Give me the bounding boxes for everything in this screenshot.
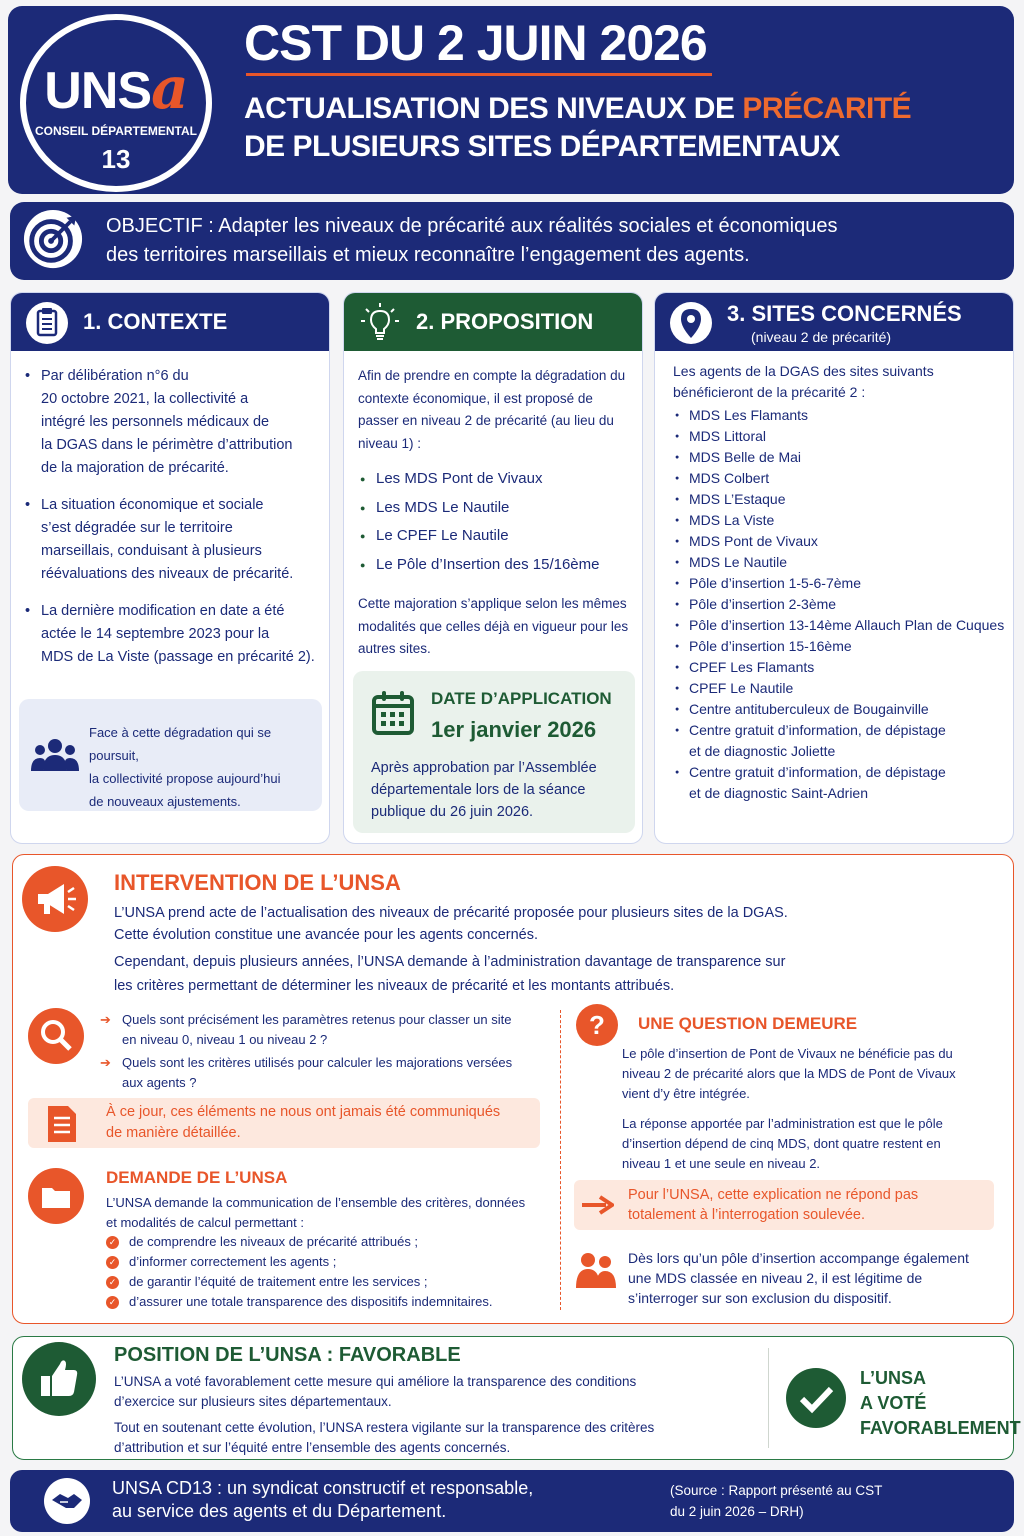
- text-line: FAVORABLEMENT: [860, 1418, 1021, 1438]
- objective-text: OBJECTIF : Adapter les niveaux de précarité aux réalités sociales et économiques des territoires marseillais et mieux reconnaître l’engagement des agents.: [106, 215, 838, 266]
- check-icon: ✓: [106, 1256, 119, 1269]
- text-line: Les agents de la DGAS des sites suivants: [673, 363, 934, 379]
- text-line: Dès lors qu’un pôle d’insertion accompange également: [628, 1250, 969, 1266]
- list-item: ● MDS Les Flamants: [655, 405, 1013, 426]
- checkmark-icon: [786, 1368, 846, 1428]
- arrow-icon: ➔: [100, 1055, 111, 1070]
- list-item: ✓ de garantir l’équité de traitement entre les services ;: [106, 1272, 546, 1292]
- proposition-card: [343, 292, 643, 844]
- svg-text:?: ?: [589, 1010, 605, 1040]
- question-p1: [622, 1044, 1002, 1104]
- list-item: ● MDS Pont de Vivaux: [655, 531, 1013, 552]
- question-p3: [628, 1248, 998, 1308]
- intervention-p2: [114, 950, 994, 998]
- document-icon: [44, 1104, 80, 1144]
- proposition-header: [344, 293, 642, 351]
- target-icon: [22, 208, 84, 270]
- demand-intro: [106, 1193, 546, 1233]
- text-line: bénéficieront de la précarité 2 :: [673, 384, 866, 400]
- text-line: passer en niveau 2 de précarité (au lieu du: [358, 413, 614, 428]
- location-pin-icon: [669, 301, 713, 345]
- highlight-precarite: PRÉCARITÉ: [742, 92, 912, 125]
- list-item: ● Pôle d’insertion 2-3ème: [655, 594, 1013, 615]
- list-item: ● Pôle d’insertion 15-16ème: [655, 636, 1013, 657]
- lightbulb-icon: [358, 301, 402, 345]
- list-item: ● Le CPEF Le Nautile: [344, 522, 642, 551]
- list-item: ● Le Pôle d’Insertion des 15/16ème: [344, 551, 642, 580]
- page-title: CST DU 2 JUIN 2026: [244, 15, 707, 71]
- text-line: vient d’y être intégrée.: [622, 1086, 750, 1101]
- list-item: ● MDS L’Estaque: [655, 489, 1013, 510]
- page-subtitle: ACTUALISATION DES NIVEAUX DE PRÉCARITÉ DE PLUSIEURS SITES DÉPARTEMENTAUX: [244, 92, 912, 163]
- list-item: ● MDS La Viste: [655, 510, 1013, 531]
- text-line: les critères permettant de déterminer les niveaux de précarité et les montants attribués.: [114, 978, 675, 994]
- text-line: Le pôle d’insertion de Pont de Vivaux ne bénéficie pas du: [622, 1046, 953, 1061]
- text-line: L’UNSA prend acte de l’actualisation des niveaux de précarité proposée pour plusieurs sites de la DGAS.: [114, 905, 788, 921]
- position-heading: POSITION DE L’UNSA : FAVORABLE: [114, 1344, 461, 1366]
- footer-source: [670, 1480, 882, 1522]
- text-line: Face à cette dégradation qui se poursuit,: [89, 725, 272, 763]
- text-line: Cependant, depuis plusieurs années, l’UNSA demande à l’administration davantage de transparence sur: [114, 954, 786, 970]
- contexte-card: [10, 292, 330, 844]
- text-line: À ce jour, ces éléments ne nous ont jamais été communiqués: [106, 1104, 501, 1120]
- sites-header: [655, 293, 1013, 351]
- calendar-icon: [371, 689, 415, 737]
- check-icon: ✓: [106, 1236, 119, 1249]
- sites-list: [655, 405, 1013, 804]
- contexte-callout: [19, 699, 322, 811]
- text-line: La réponse apportée par l’administration est que le pôle: [622, 1116, 943, 1131]
- list-item: ● Pôle d’insertion 1-5-6-7ème: [655, 573, 1013, 594]
- check-icon: ✓: [106, 1276, 119, 1289]
- contexte-list: [11, 351, 329, 669]
- text-line: la collectivité propose aujourd’hui: [89, 771, 281, 786]
- text-line: Après approbation par l’Assemblée: [371, 760, 597, 776]
- list-item: ➔ Quels sont les critères utilisés pour calculer les majorations versées aux agents ?: [100, 1055, 513, 1090]
- questions-list: [100, 1010, 540, 1096]
- thumbs-up-icon: [22, 1342, 96, 1416]
- column-divider: [560, 1010, 561, 1310]
- text-line: au service des agents et du Département.: [112, 1501, 447, 1521]
- list-item: ● CPEF Le Nautile: [655, 678, 1013, 699]
- sites-heading: 3. SITES CONCERNÉS: [727, 301, 962, 326]
- proposition-list: [344, 465, 642, 579]
- text-line: modalités que celles déjà en vigueur pour les: [358, 618, 629, 634]
- logo-brand: UNS: [44, 62, 152, 120]
- magnifier-icon: [28, 1008, 84, 1064]
- list-item: ● Centre antituberculeux de Bougainville: [655, 699, 1013, 720]
- arrow-right-icon: [580, 1194, 614, 1216]
- text-line: d’insertion dépend de cinq MDS, dont quatre restent en: [622, 1136, 941, 1151]
- text-line: du 2 juin 2026 – DRH): [670, 1504, 804, 1519]
- text-line: Pour l’UNSA, cette explication ne répond pas: [628, 1187, 919, 1203]
- logo-brand-accent: a: [151, 54, 188, 122]
- list-item: • La dernière modification en date a été actée le 14 septembre 2023 pour la MDS de La Viste (passage en précarité 2).: [11, 600, 329, 669]
- group-icon: [574, 1250, 618, 1290]
- list-item: ➔ Quels sont précisément les paramètres retenus pour classer un site en niveau 0, niveau 1 ou niveau 2 ?: [100, 1012, 512, 1047]
- text-line: une MDS classée en niveau 2, il est légitime de: [628, 1270, 923, 1286]
- proposition-intro: [344, 351, 642, 455]
- list-item: ✓ de comprendre les niveaux de précarité attribués ;: [106, 1232, 546, 1252]
- folder-icon: [28, 1168, 84, 1224]
- people-icon: [31, 735, 79, 775]
- list-item: ● MDS Le Nautile: [655, 552, 1013, 573]
- intervention-heading: INTERVENTION DE L’UNSA: [114, 870, 401, 895]
- warning-text: [106, 1102, 500, 1144]
- text-line: Cette majoration s’applique selon les mêmes: [358, 596, 627, 611]
- text-line: contexte économique, il est proposé de: [358, 390, 593, 406]
- sites-subheading: (niveau 2 de précarité): [751, 329, 892, 345]
- text-line: d’attribution et sur l’équité entre l’ensemble des agents concernés.: [114, 1440, 511, 1455]
- sites-card: [654, 292, 1014, 844]
- text-line: A VOTÉ: [860, 1393, 927, 1413]
- question-p2: [622, 1114, 1002, 1174]
- intervention-p1: [114, 902, 994, 946]
- date-value: 1er janvier 2026: [431, 717, 597, 742]
- text-line: d’exercice sur plusieurs sites départementaux.: [114, 1394, 392, 1409]
- text-line: s’interroger sur son exclusion du dispositif.: [628, 1290, 892, 1306]
- list-item: ✓ d’assurer une totale transparence des dispositifs indemnitaires.: [106, 1292, 546, 1312]
- text-line: (Source : Rapport présenté au CST: [670, 1483, 883, 1498]
- text-line: UNSA CD13 : un syndicat constructif et responsable,: [112, 1478, 534, 1498]
- text-line: L’UNSA demande la communication de l’ensemble des critères, données: [106, 1195, 526, 1210]
- proposition-heading: 2. PROPOSITION: [416, 309, 594, 334]
- vote-badge: [860, 1366, 1021, 1441]
- text-line: L’UNSA: [860, 1368, 927, 1388]
- text-line: départementale lors de la séance: [371, 782, 586, 798]
- question-heading: UNE QUESTION DEMEURE: [638, 1014, 858, 1033]
- position-p1: [114, 1372, 754, 1412]
- text-line: publique du 26 juin 2026.: [371, 804, 534, 820]
- question-callout: [574, 1180, 994, 1230]
- list-item: ● Centre gratuit d’information, de dépistage et de diagnostic Joliette: [655, 720, 1013, 762]
- list-item: ✓ d’informer correctement les agents ;: [106, 1252, 546, 1272]
- contexte-header: [11, 293, 329, 351]
- contexte-heading: 1. CONTEXTE: [83, 309, 228, 334]
- demand-heading: DEMANDE DE L’UNSA: [106, 1168, 288, 1187]
- date-note: [371, 757, 597, 823]
- title-divider: [246, 73, 712, 76]
- list-item: ● Les MDS Pont de Vivaux: [344, 465, 642, 494]
- text-line: autres sites.: [358, 641, 431, 656]
- logo-subtitle: CONSEIL DÉPARTEMENTAL: [34, 124, 197, 138]
- text-line: Tout en soutenant cette évolution, l’UNSA restera vigilante sur la transparence des critères: [114, 1420, 655, 1435]
- question-callout-text: [628, 1185, 918, 1225]
- list-item: • La situation économique et sociale s’est dégradée sur le territoire marseillais, conduisant à plusieurs réévaluations des niveaux de précarité.: [11, 494, 329, 586]
- demand-list: [106, 1232, 546, 1312]
- handshake-icon: [44, 1478, 90, 1524]
- megaphone-icon: [22, 866, 88, 932]
- check-icon: ✓: [106, 1296, 119, 1309]
- text-line: Afin de prendre en compte la dégradation du: [358, 368, 626, 383]
- clipboard-icon: [25, 301, 69, 345]
- position-divider: [768, 1348, 769, 1448]
- text-line: niveau 1 et une seule en niveau 2.: [622, 1156, 821, 1171]
- footer-tagline: [112, 1477, 533, 1523]
- text-line: L’UNSA a voté favorablement cette mesure qui améliore la transparence des conditions: [114, 1374, 637, 1389]
- list-item: ● MDS Belle de Mai: [655, 447, 1013, 468]
- proposition-note: [344, 579, 642, 661]
- text-line: totalement à l’interrogation soulevée.: [628, 1207, 865, 1223]
- warning-callout: [28, 1098, 540, 1148]
- list-item: ● MDS Littoral: [655, 426, 1013, 447]
- date-callout: [353, 671, 635, 833]
- text-line: de nouveaux ajustements.: [89, 794, 241, 809]
- text-line: Cette évolution constitue une avancée pour les agents concernés.: [114, 927, 538, 943]
- arrow-icon: ➔: [100, 1012, 111, 1027]
- callout-text: [89, 721, 322, 813]
- list-item: ● Pôle d’insertion 13-14ème Allauch Plan de Cuques: [655, 615, 1013, 636]
- text-line: et modalités de calcul permettant :: [106, 1215, 304, 1230]
- list-item: • Par délibération n°6 du 20 octobre 2021, la collectivité a intégré les personnels médicaux de la DGAS dans le périmètre d’attribution de la majoration de précarité.: [11, 365, 329, 480]
- text-line: niveau 1) :: [358, 435, 422, 451]
- sites-intro: [655, 351, 1013, 403]
- date-label: DATE D’APPLICATION: [431, 689, 612, 708]
- text-line: niveau 2 de précarité alors que la MDS de Pont de Vivaux: [622, 1066, 956, 1081]
- position-p2: [114, 1418, 754, 1458]
- list-item: ● MDS Colbert: [655, 468, 1013, 489]
- question-icon: [576, 1004, 618, 1046]
- list-item: ● Les MDS Le Nautile: [344, 494, 642, 523]
- text-line: de manière détaillée.: [106, 1125, 241, 1141]
- list-item: ● CPEF Les Flamants: [655, 657, 1013, 678]
- unsa-logo: [20, 14, 212, 192]
- list-item: ● Centre gratuit d’information, de dépistage et de diagnostic Saint-Adrien: [655, 762, 1013, 804]
- logo-number: 13: [101, 144, 131, 174]
